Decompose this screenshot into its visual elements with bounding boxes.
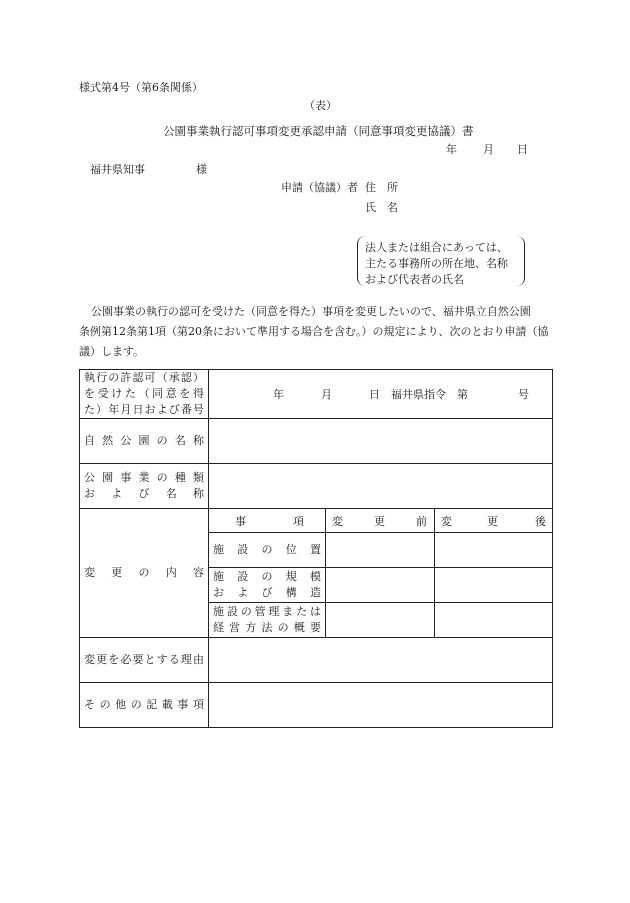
- facility-management-label-line: 施設の管理または: [213, 605, 321, 618]
- addressee-name: 福井県知事: [90, 163, 145, 176]
- corporate-note-line: 主たる事務所の所在地、名称: [365, 257, 508, 270]
- after-header-char: 後: [535, 514, 546, 528]
- facility-scale-after-field[interactable]: [435, 568, 553, 603]
- project-type-label: [80, 464, 209, 509]
- corporate-note-line: 法人または組合にあっては、: [365, 241, 508, 254]
- table-row: [80, 419, 553, 464]
- before-header-char: 更: [374, 514, 385, 528]
- permit-number-suffix: 号: [518, 388, 529, 401]
- change-content-label: [80, 509, 209, 638]
- facility-scale-before-field[interactable]: [326, 568, 435, 603]
- body-text-line: 公園事業の執行の認可を受けた（同意を得た）事項を変更したいので、福井県立自然公園: [91, 305, 531, 318]
- facility-management-after-field[interactable]: [435, 603, 553, 638]
- change-reason-label: [80, 638, 209, 683]
- project-type-field[interactable]: [209, 464, 553, 509]
- application-table: [79, 369, 553, 728]
- before-header-char: 変: [332, 514, 343, 528]
- facility-location-after-field[interactable]: [435, 533, 553, 568]
- facility-location-label: [209, 533, 326, 568]
- table-row: [80, 683, 553, 728]
- permit-year: 年: [273, 388, 284, 401]
- park-name-field[interactable]: [209, 419, 553, 464]
- table-row: [80, 509, 553, 533]
- facility-management-label: [209, 603, 326, 638]
- before-header: [326, 509, 435, 533]
- other-notes-field[interactable]: [209, 683, 553, 728]
- permit-info-label-line: た）年月日および番号: [84, 403, 204, 416]
- facility-location-label-text: 施設の位置: [213, 543, 321, 556]
- facility-location-before-field[interactable]: [326, 533, 435, 568]
- change-reason-label-text: 変更を必要とする理由: [84, 653, 204, 666]
- facility-scale-label-line: および構造: [213, 586, 321, 599]
- applicant-address-label: 住 所: [365, 181, 398, 194]
- project-type-label-line: および名称: [84, 487, 204, 500]
- table-row: [80, 638, 553, 683]
- project-type-label-line: 公園事業の種類: [84, 471, 204, 484]
- permit-info-field[interactable]: [209, 370, 553, 419]
- permit-number-prefix: 第: [457, 388, 468, 401]
- permit-reference: 福井県指令: [391, 388, 446, 401]
- facility-scale-label-line: 施設の規模: [213, 570, 321, 583]
- park-name-label-text: 自然公園の名称: [84, 434, 204, 447]
- permit-month: 月: [321, 388, 332, 401]
- form-number: 様式第4号（第6条関係）: [79, 81, 203, 94]
- facility-scale-label: [209, 568, 326, 603]
- permit-info-label: [80, 370, 209, 419]
- applicant-name-label: 氏 名: [365, 201, 398, 214]
- other-notes-label-text: その他の記載事項: [84, 698, 204, 711]
- after-header-char: 更: [487, 514, 498, 528]
- applicant-label: 申請（協議）者: [281, 181, 358, 194]
- addressee-honorific: 様: [196, 163, 207, 176]
- permit-info-label-line: を受けた（同意を得: [84, 387, 204, 400]
- permit-info-label-line: 執行の許認可（承認）: [84, 371, 204, 384]
- change-content-label-text: 変更の内容: [84, 566, 204, 579]
- facility-management-label-line: 経営方法の概要: [213, 621, 321, 634]
- body-text-line: 条例第12条第1項（第20条において準用する場合を含む。）の規定により、次のとおり申請（協: [79, 325, 549, 338]
- front-label: （表）: [304, 99, 337, 112]
- before-header-char: 前: [416, 514, 427, 528]
- after-header: [435, 509, 553, 533]
- other-notes-label: [80, 683, 209, 728]
- date-month: 月: [483, 143, 494, 156]
- body-text-line: 議）します。: [79, 345, 145, 358]
- table-row: [80, 464, 553, 509]
- permit-day: 日: [369, 388, 380, 401]
- date-day: 日: [517, 143, 528, 156]
- item-header-char: 項: [293, 514, 304, 528]
- facility-management-before-field[interactable]: [326, 603, 435, 638]
- change-reason-field[interactable]: [209, 638, 553, 683]
- item-header-char: 事: [235, 514, 246, 528]
- after-header-char: 変: [441, 514, 452, 528]
- date-year: 年: [446, 143, 457, 156]
- park-name-label: [80, 419, 209, 464]
- table-row: [80, 370, 553, 419]
- item-header: [209, 509, 326, 533]
- document-title: 公園事業執行認可事項変更承認申請（同意事項変更協議）書: [163, 124, 474, 138]
- corporate-note-line: および代表者の氏名: [365, 273, 464, 286]
